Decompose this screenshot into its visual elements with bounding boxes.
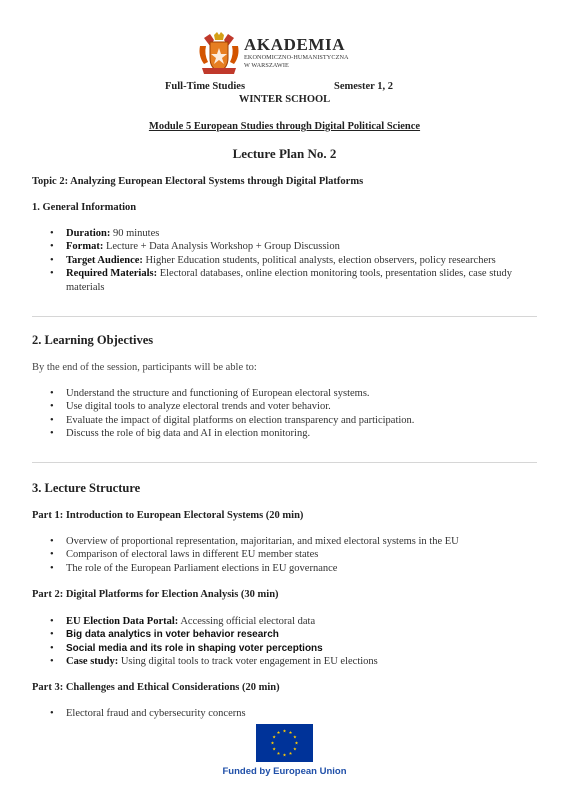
- eu-flag-icon: [256, 724, 313, 762]
- part1-title: Part 1: Introduction to European Electoral Systems (20 min): [32, 510, 304, 521]
- section-heading-objectives: 2. Learning Objectives: [32, 333, 154, 347]
- list-item: • Social media and its role in shaping voter perceptions: [50, 642, 323, 654]
- list-item: • Evaluate the impact of digital platforms on election transparency and participation.: [50, 414, 415, 426]
- funding-note: Funded by European Union: [222, 766, 347, 777]
- list-item: • Format: Lecture + Data Analysis Workshop + Group Discussion: [50, 241, 340, 253]
- crest-icon: [196, 32, 242, 76]
- part1-list: [48, 535, 538, 575]
- part2-list: [48, 615, 538, 669]
- part2-title: Part 2: Digital Platforms for Election Analysis (30 min): [32, 589, 279, 600]
- list-item: • Target Audience: Higher Education students, political analysts, election observers, policy researchers: [50, 254, 496, 266]
- divider: [32, 316, 537, 317]
- logo-text: [244, 32, 349, 70]
- section-heading-general: 1. General Information: [32, 202, 137, 213]
- objectives-intro: By the end of the session, participants will be able to:: [32, 362, 257, 373]
- semester-label: Semester 1, 2: [334, 81, 393, 92]
- topic-title: Topic 2: Analyzing European Electoral Systems through Digital Platforms: [32, 176, 364, 187]
- list-item: • Understand the structure and functioning of European electoral systems.: [50, 388, 370, 399]
- list-item: • Comparison of electoral laws in different EU member states: [50, 549, 319, 561]
- logo-subtitle-line2: W WARSZAWIE: [244, 62, 289, 69]
- objectives-list: [48, 387, 538, 441]
- logo-name: AKADEMIA: [244, 35, 346, 54]
- university-logo: [196, 32, 349, 76]
- list-item: • Overview of proportional representation, majoritarian, and mixed electoral systems in the EU: [50, 536, 459, 547]
- logo-subtitle-line1: EKONOMICZNO-HUMANISTYCZNA: [244, 54, 349, 61]
- part3-list: [48, 707, 538, 720]
- list-item: • Big data analytics in voter behavior research: [50, 629, 279, 641]
- module-title: Module 5 European Studies through Digital Political Science: [148, 121, 421, 132]
- school-label: WINTER SCHOOL: [238, 94, 331, 105]
- list-item: • Duration: 90 minutes: [50, 228, 160, 239]
- section-heading-structure: 3. Lecture Structure: [32, 481, 141, 495]
- list-item: • Case study: Using digital tools to track voter engagement in EU elections: [50, 656, 378, 668]
- list-item: • Use digital tools to analyze electoral trends and voter behavior.: [50, 401, 331, 413]
- divider: [32, 462, 537, 463]
- page-title: Lecture Plan No. 2: [232, 146, 337, 161]
- list-item: • Electoral fraud and cybersecurity concerns: [50, 708, 246, 719]
- general-info-list: [48, 227, 538, 294]
- list-item: • EU Election Data Portal: Accessing official electoral data: [50, 616, 316, 627]
- studies-label: Full-Time Studies: [165, 81, 246, 92]
- list-item: • Required Materials: Electoral databases, online election monitoring tools, presentation slides, case study materials: [50, 268, 512, 293]
- list-item: • Discuss the role of big data and AI in election monitoring.: [50, 428, 311, 440]
- part3-title: Part 3: Challenges and Ethical Considerations (20 min): [32, 682, 280, 693]
- list-item: • The role of the European Parliament elections in EU governance: [50, 562, 338, 574]
